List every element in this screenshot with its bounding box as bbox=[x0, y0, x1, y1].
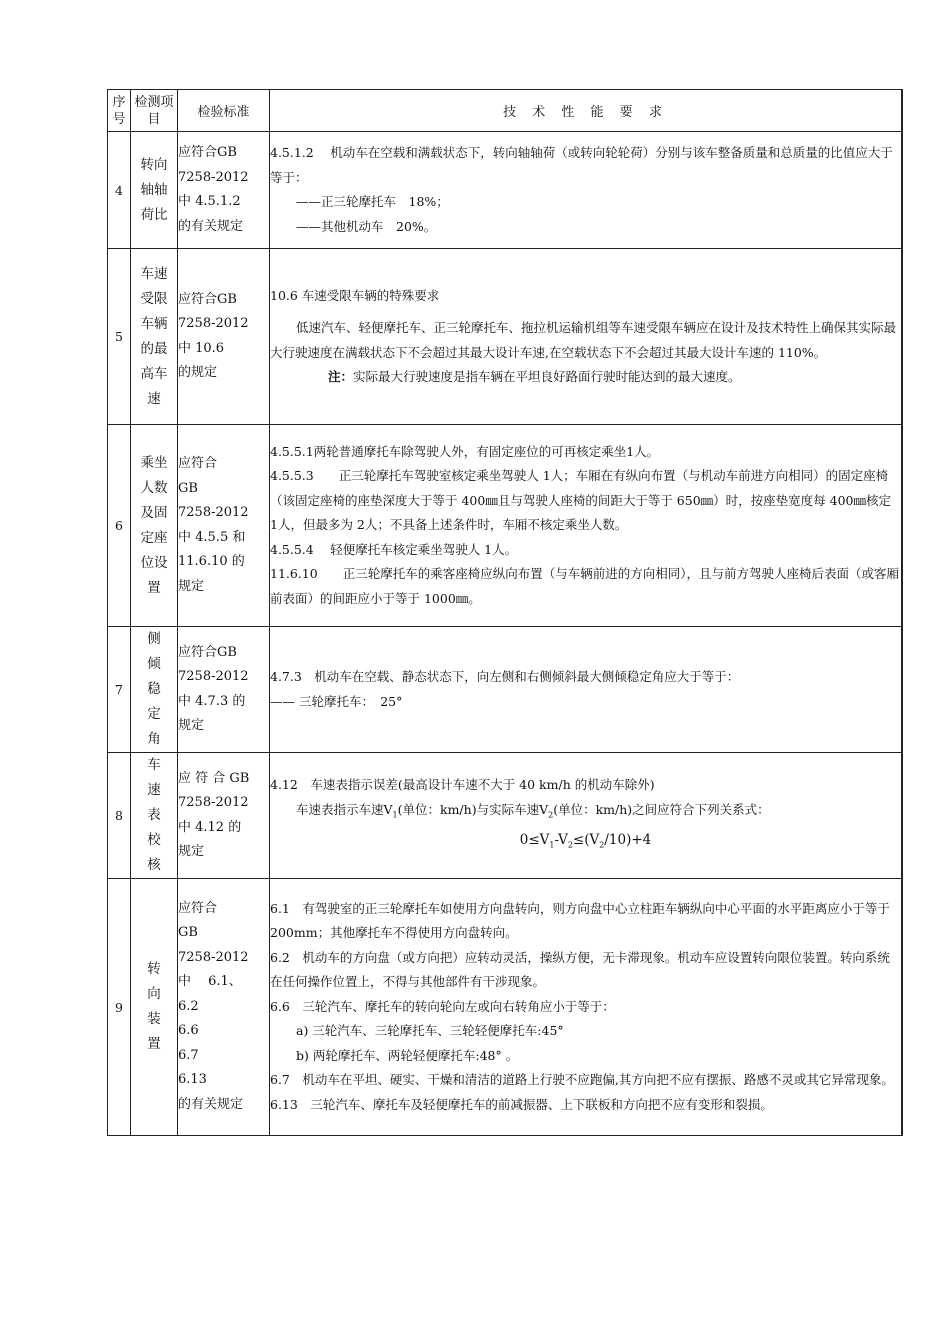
requirement-clause: 11.6.10 正三轮摩托车的乘客座椅应纵向布置（与车辆前进的方向相同），且与前方驾驶人座椅后表面（或客厢前表面）的间距应小于等于 1000㎜。 bbox=[270, 566, 899, 606]
requirement-clause: 6.1 有驾驶室的正三轮摩托车如使用方向盘转向，则方向盘中心立柱距车辆纵向中心平面的水平距离应小于等于 200mm；其他摩托车不得使用方向盘转向。 bbox=[270, 900, 890, 941]
requirement-item: b) 两轮摩托车、两轮轻便摩托车:48° 。 bbox=[296, 1047, 519, 1063]
standard-line: 应 符 合 GB bbox=[178, 770, 250, 786]
standard-line: 规定 bbox=[178, 578, 205, 594]
row-number: 8 bbox=[108, 753, 131, 879]
requirement-item: ——其他机动车 20%。 bbox=[296, 218, 437, 234]
table-row bbox=[108, 627, 903, 753]
text-fragment: (单位：km/h)之间应符合下列关系式： bbox=[553, 801, 770, 817]
requirements-cell bbox=[270, 627, 903, 753]
requirement-item: ——正三轮摩托车 18%； bbox=[296, 194, 449, 209]
standard-cell bbox=[178, 879, 270, 1136]
requirement-clause: 6.7 机动车在平坦、硬实、干燥和清洁的道路上行驶不应跑偏,其方向把不应有摆振、路感不灵或其它异常现象。 bbox=[270, 1072, 894, 1088]
item-cell bbox=[131, 132, 178, 249]
header-standard: 检验标准 bbox=[178, 90, 270, 132]
item-cell bbox=[131, 627, 178, 753]
requirements-cell bbox=[270, 879, 903, 1136]
requirements-cell bbox=[270, 132, 903, 249]
requirement-note bbox=[270, 365, 901, 390]
standard-line: 规定 bbox=[178, 844, 205, 859]
item-name: 转向装置 bbox=[147, 961, 161, 1052]
standard-line: 中 4.12 的 bbox=[178, 819, 242, 835]
text-fragment: (单位：km/h)与实际车速V bbox=[397, 801, 549, 817]
standard-line: 7258-2012 bbox=[178, 949, 249, 965]
requirement-paragraph bbox=[270, 798, 901, 828]
standard-line: 应符合GB bbox=[178, 644, 237, 660]
subscript: 1 bbox=[392, 810, 398, 820]
note-label: 注： bbox=[328, 369, 354, 384]
formula-part: 0≤V bbox=[519, 831, 550, 848]
standard-cell bbox=[178, 249, 270, 425]
inspection-spec-table bbox=[107, 89, 903, 1136]
standard-line: 11.6.10 的 bbox=[178, 554, 245, 569]
formula-part: -V bbox=[554, 831, 568, 848]
requirement-clause: 4.5.5.3 正三轮摩托车驾驶室核定乘坐驾驶人 1人；车厢在有纵向布置（与机动车前进方向相同）的固定座椅（该固定座椅的座垫深度大于等于 400㎜且与驾驶人座椅的间距大于等于 650㎜）时，按座垫宽度每 400㎜核定 1人，但最多为 2人；不具备上述条件时，车厢不核定乘坐人数。 bbox=[270, 468, 891, 533]
standard-line: 中 6.1、 bbox=[178, 974, 242, 990]
standard-line: 中 10.6 bbox=[178, 340, 225, 356]
formula-part: ≤(V bbox=[572, 831, 600, 848]
header-no: 序号 bbox=[108, 90, 131, 132]
standard-line: 7258-2012 bbox=[178, 169, 249, 185]
text-fragment: 车速表指示车速V bbox=[296, 801, 393, 817]
standard-cell bbox=[178, 425, 270, 627]
standard-line: 7258-2012 bbox=[178, 795, 249, 810]
formula bbox=[270, 828, 901, 858]
requirements-cell bbox=[270, 753, 903, 879]
item-name: 转向轴轴荷比 bbox=[140, 156, 168, 223]
subscript: 2 bbox=[548, 810, 554, 820]
standard-line: 的有关规定 bbox=[178, 218, 244, 234]
note-text: 实际最大行驶速度是指车辆在平坦良好路面行驶时能达到的最大速度。 bbox=[353, 369, 741, 384]
row-number: 6 bbox=[108, 425, 131, 627]
item-name: 乘坐人数及固定座位设置 bbox=[140, 454, 168, 596]
subscript: 2 bbox=[567, 840, 573, 850]
row-number: 7 bbox=[108, 627, 131, 753]
standard-cell bbox=[178, 132, 270, 249]
requirement-clause: 6.13 三轮汽车、摩托车及轻便摩托车的前减振器、上下联板和方向把不应有变形和裂损。 bbox=[270, 1096, 773, 1112]
item-name: 车速表校核 bbox=[147, 757, 161, 873]
requirement-item: a) 三轮汽车、三轮摩托车、三轮轻便摩托车:45° bbox=[296, 1023, 564, 1039]
requirement-paragraph: 低速汽车、轻便摩托车、正三轮摩托车、拖拉机运输机组等车速受限车辆应在设计及技术特性上确保其实际最大行驶速度在满载状态下不会超过其最大设计车速,在空载状态下不会超过其最大设计车速的 110%。 bbox=[270, 320, 897, 360]
requirement-clause: 4.7.3 机动车在空载、静态状态下，向左侧和右侧倾斜最大侧倾稳定角应大于等于： bbox=[270, 669, 740, 684]
table-header-row bbox=[108, 90, 903, 132]
requirement-clause: 4.12 车速表指示误差(最高设计车速不大于 40 km/h 的机动车除外) bbox=[270, 777, 655, 793]
table-row bbox=[108, 132, 903, 249]
standard-cell bbox=[178, 627, 270, 753]
header-item: 检测项目 bbox=[131, 90, 178, 132]
standard-line: 6.13 bbox=[178, 1072, 207, 1088]
standard-line: GB bbox=[178, 480, 198, 496]
standard-line: 6.6 bbox=[178, 1023, 199, 1039]
requirement-clause: 6.6 三轮汽车、摩托车的转向轮向左或向右转角应小于等于： bbox=[270, 998, 615, 1014]
requirements-cell bbox=[270, 249, 903, 425]
standard-line: 应符合 bbox=[178, 456, 218, 471]
standard-cell bbox=[178, 753, 270, 879]
standard-line: 规定 bbox=[178, 718, 205, 733]
standard-line: 7258-2012 bbox=[178, 669, 249, 684]
requirement-item: —— 三轮摩托车： 25° bbox=[270, 693, 403, 709]
requirements-cell bbox=[270, 425, 903, 627]
standard-line: 中 4.5.5 和 bbox=[178, 529, 246, 545]
standard-line: 应符合GB bbox=[178, 145, 237, 160]
standard-line: 的规定 bbox=[178, 365, 218, 380]
standard-line: 6.2 bbox=[178, 998, 199, 1014]
item-name: 侧倾稳定角 bbox=[147, 631, 161, 747]
requirement-clause: 4.5.5.4 轻便摩托车核定乘坐驾驶人 1人。 bbox=[270, 541, 518, 557]
table-row bbox=[108, 753, 903, 879]
requirement-clause: 6.2 机动车的方向盘（或方向把）应转动灵活，操纵方便，无卡滞现象。机动车应设置转向限位装置。转向系统在任何操作位置上，不得与其他部件有干涉现象。 bbox=[270, 949, 890, 990]
subscript: 2 bbox=[599, 840, 605, 850]
standard-line: 应符合GB bbox=[178, 291, 237, 307]
table-row bbox=[108, 879, 903, 1136]
item-cell bbox=[131, 879, 178, 1136]
table-row bbox=[108, 249, 903, 425]
requirement-clause: 4.5.1.2 机动车在空载和满载状态下，转向轴轴荷（或转向轮轮荷）分别与该车整备质量和总质量的比值应大于等于： bbox=[270, 145, 893, 185]
subscript: 1 bbox=[549, 840, 555, 850]
standard-line: 7258-2012 bbox=[178, 505, 249, 520]
requirement-heading: 10.6 车速受限车辆的特殊要求 bbox=[270, 287, 440, 303]
item-cell bbox=[131, 753, 178, 879]
formula-part: /10)+4 bbox=[604, 831, 652, 848]
standard-line: GB bbox=[178, 925, 198, 941]
item-cell bbox=[131, 425, 178, 627]
standard-line: 的有关规定 bbox=[178, 1096, 244, 1112]
row-number: 9 bbox=[108, 879, 131, 1136]
row-number: 5 bbox=[108, 249, 131, 425]
standard-line: 应符合 bbox=[178, 900, 218, 916]
standard-line: 中 4.7.3 的 bbox=[178, 693, 246, 709]
item-cell bbox=[131, 249, 178, 425]
standard-line: 6.7 bbox=[178, 1047, 199, 1063]
standard-line: 中 4.5.1.2 bbox=[178, 194, 241, 209]
standard-line: 7258-2012 bbox=[178, 316, 249, 331]
header-requirements: 技 术 性 能 要 求 bbox=[270, 90, 903, 132]
table-row bbox=[108, 425, 903, 627]
requirement-clause: 4.5.5.1两轮普通摩托车除驾驶人外，有固定座位的可再核定乘坐1人。 bbox=[270, 443, 660, 459]
item-name: 车速受限车辆的最高车速 bbox=[140, 265, 168, 407]
row-number: 4 bbox=[108, 132, 131, 249]
